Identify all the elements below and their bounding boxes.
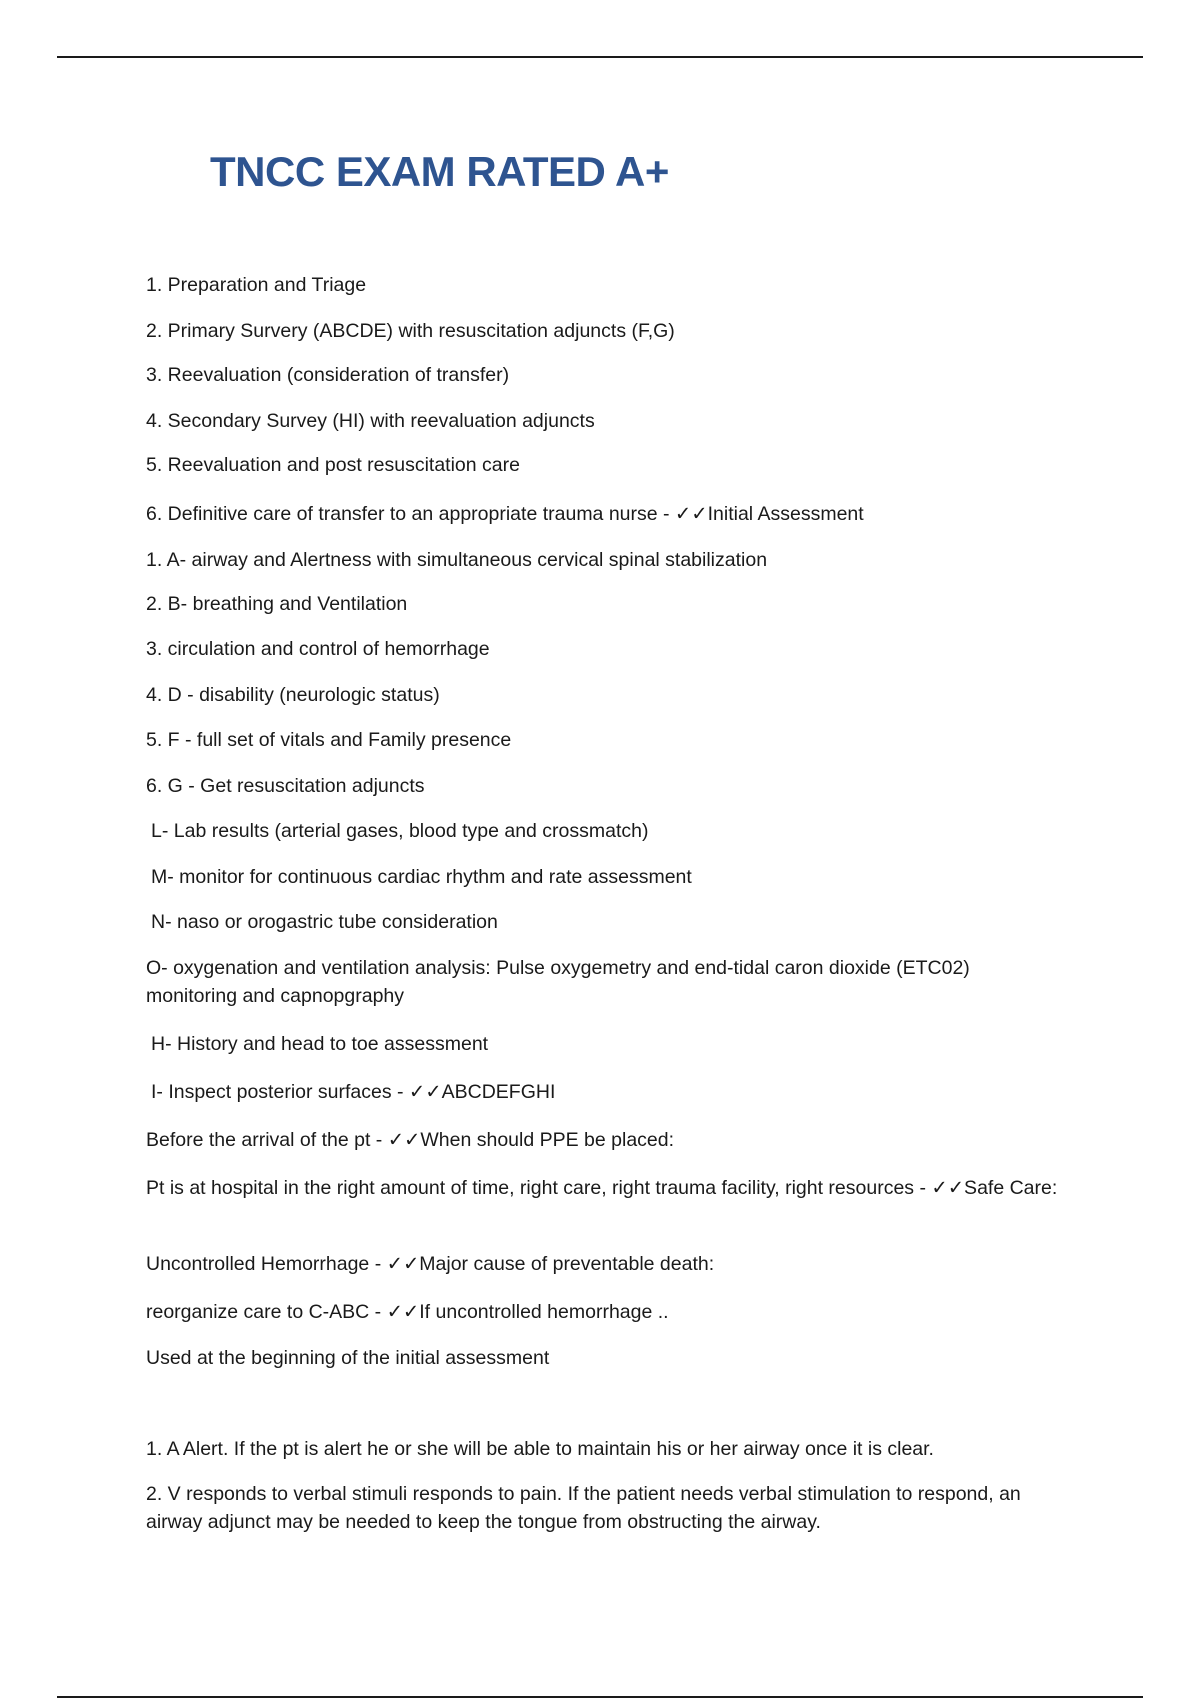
list-item: N- naso or orogastric tube consideration (151, 911, 498, 933)
list-item: 3. Reevaluation (consideration of transfer) (146, 364, 510, 386)
page-title: TNCC EXAM RATED A+ (210, 148, 669, 195)
list-item: H- History and head to toe assessment (151, 1033, 489, 1055)
list-item: M- monitor for continuous cardiac rhythm and rate assessment (151, 866, 692, 888)
list-item: reorganize care to C-ABC - ✓✓If uncontrolled hemorrhage .. (146, 1301, 669, 1323)
list-item: 4. Secondary Survey (HI) with reevaluation adjuncts (146, 410, 595, 432)
list-item: 2. Primary Survery (ABCDE) with resuscitation adjuncts (F,G) (146, 320, 675, 342)
list-item: 1. Preparation and Triage (146, 274, 367, 296)
list-item: 5. F - full set of vitals and Family presence (146, 729, 512, 751)
list-item: 5. Reevaluation and post resuscitation care (146, 454, 520, 476)
top-rule (57, 56, 1143, 58)
list-item: 2. V responds to verbal stimuli responds to pain. If the patient needs verbal stimulation to respond, an airway adjunct may be needed to keep the tongue from obstructing the airway. (146, 1483, 1021, 1533)
list-item: L- Lab results (arterial gases, blood type and crossmatch) (151, 820, 649, 842)
list-item: Uncontrolled Hemorrhage - ✓✓Major cause of preventable death: (146, 1253, 715, 1275)
list-item: 6. Definitive care of transfer to an appropriate trauma nurse - ✓✓Initial Assessment (146, 503, 864, 525)
list-item: Before the arrival of the pt - ✓✓When should PPE be placed: (146, 1129, 675, 1151)
bottom-rule (57, 1696, 1143, 1698)
list-item: Used at the beginning of the initial assessment (146, 1347, 550, 1369)
list-item: 1. A Alert. If the pt is alert he or she will be able to maintain his or her airway once it is clear. (146, 1438, 934, 1460)
list-item: 4. D - disability (neurologic status) (146, 684, 440, 706)
list-item: O- oxygenation and ventilation analysis: Pulse oxygemetry and end-tidal caron dioxide (ETC02) monitoring and capnopgraphy (146, 957, 970, 1007)
list-item: 1. A- airway and Alertness with simultaneous cervical spinal stabilization (146, 549, 768, 571)
list-item: I- Inspect posterior surfaces - ✓✓ABCDEFGHI (151, 1081, 556, 1103)
list-item: Pt is at hospital in the right amount of time, right care, right trauma facility, right resources - ✓✓Safe Care: (146, 1177, 1058, 1199)
list-item: 2. B- breathing and Ventilation (146, 593, 408, 615)
list-item: 3. circulation and control of hemorrhage (146, 638, 490, 660)
list-item: 6. G - Get resuscitation adjuncts (146, 775, 425, 797)
